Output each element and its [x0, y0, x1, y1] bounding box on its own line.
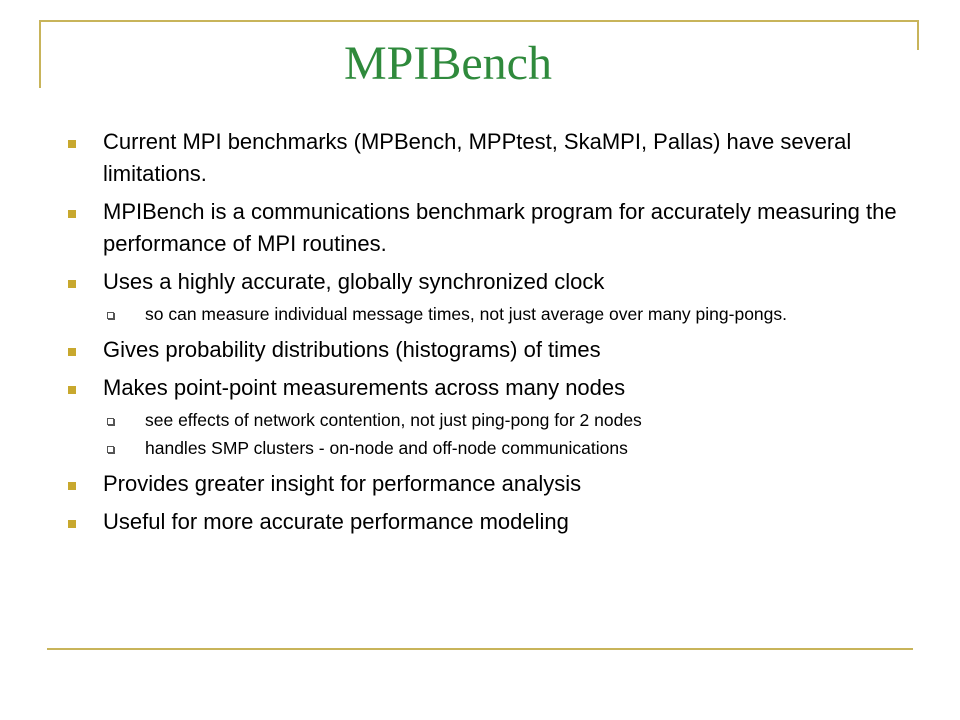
bullet-text: Provides greater insight for performance analysis [103, 471, 582, 496]
hollow-square-bullet-icon [107, 446, 114, 453]
square-bullet-icon [68, 386, 76, 394]
square-bullet-icon [68, 210, 76, 218]
bullet-item [64, 126, 920, 190]
frame-right-line [917, 20, 919, 50]
bullet-item [64, 506, 920, 538]
bullet-item [64, 196, 920, 260]
frame-top-line [39, 20, 919, 22]
sub-bullet-text: so can measure individual message times, not just average over many ping-pongs. [145, 304, 788, 324]
sub-bullet-text: see effects of network contention, not just ping-pong for 2 nodes [145, 410, 642, 430]
bullet-text: Gives probability distributions (histograms) of times [103, 337, 601, 362]
square-bullet-icon [68, 348, 76, 356]
frame-bottom-line [47, 648, 913, 650]
sub-bullet-text: handles SMP clusters - on-node and off-node communications [145, 438, 628, 458]
hollow-square-bullet-icon [107, 418, 114, 425]
sub-bullet-item [103, 406, 920, 434]
square-bullet-icon [68, 280, 76, 288]
bullet-item [64, 266, 920, 328]
sub-bullet-list [103, 406, 920, 462]
slide-title: MPIBench [344, 37, 552, 90]
bullet-text: Useful for more accurate performance modeling [103, 509, 569, 534]
sub-bullet-list [103, 300, 920, 328]
bullet-text: MPIBench is a communications benchmark program for accurately measuring the performance of MPI routines. [103, 199, 897, 256]
bullet-text: Current MPI benchmarks (MPBench, MPPtest, SkaMPI, Pallas) have several limitations. [103, 129, 852, 186]
bullet-item [64, 334, 920, 366]
square-bullet-icon [68, 140, 76, 148]
sub-bullet-item [103, 434, 920, 462]
hollow-square-bullet-icon [107, 312, 114, 319]
square-bullet-icon [68, 482, 76, 490]
sub-bullet-item [103, 300, 920, 328]
square-bullet-icon [68, 520, 76, 528]
bullet-text: Uses a highly accurate, globally synchronized clock [103, 269, 605, 294]
bullet-text: Makes point-point measurements across many nodes [103, 375, 626, 400]
bullet-item [64, 372, 920, 462]
bullet-item [64, 468, 920, 500]
bullet-list [64, 126, 920, 544]
